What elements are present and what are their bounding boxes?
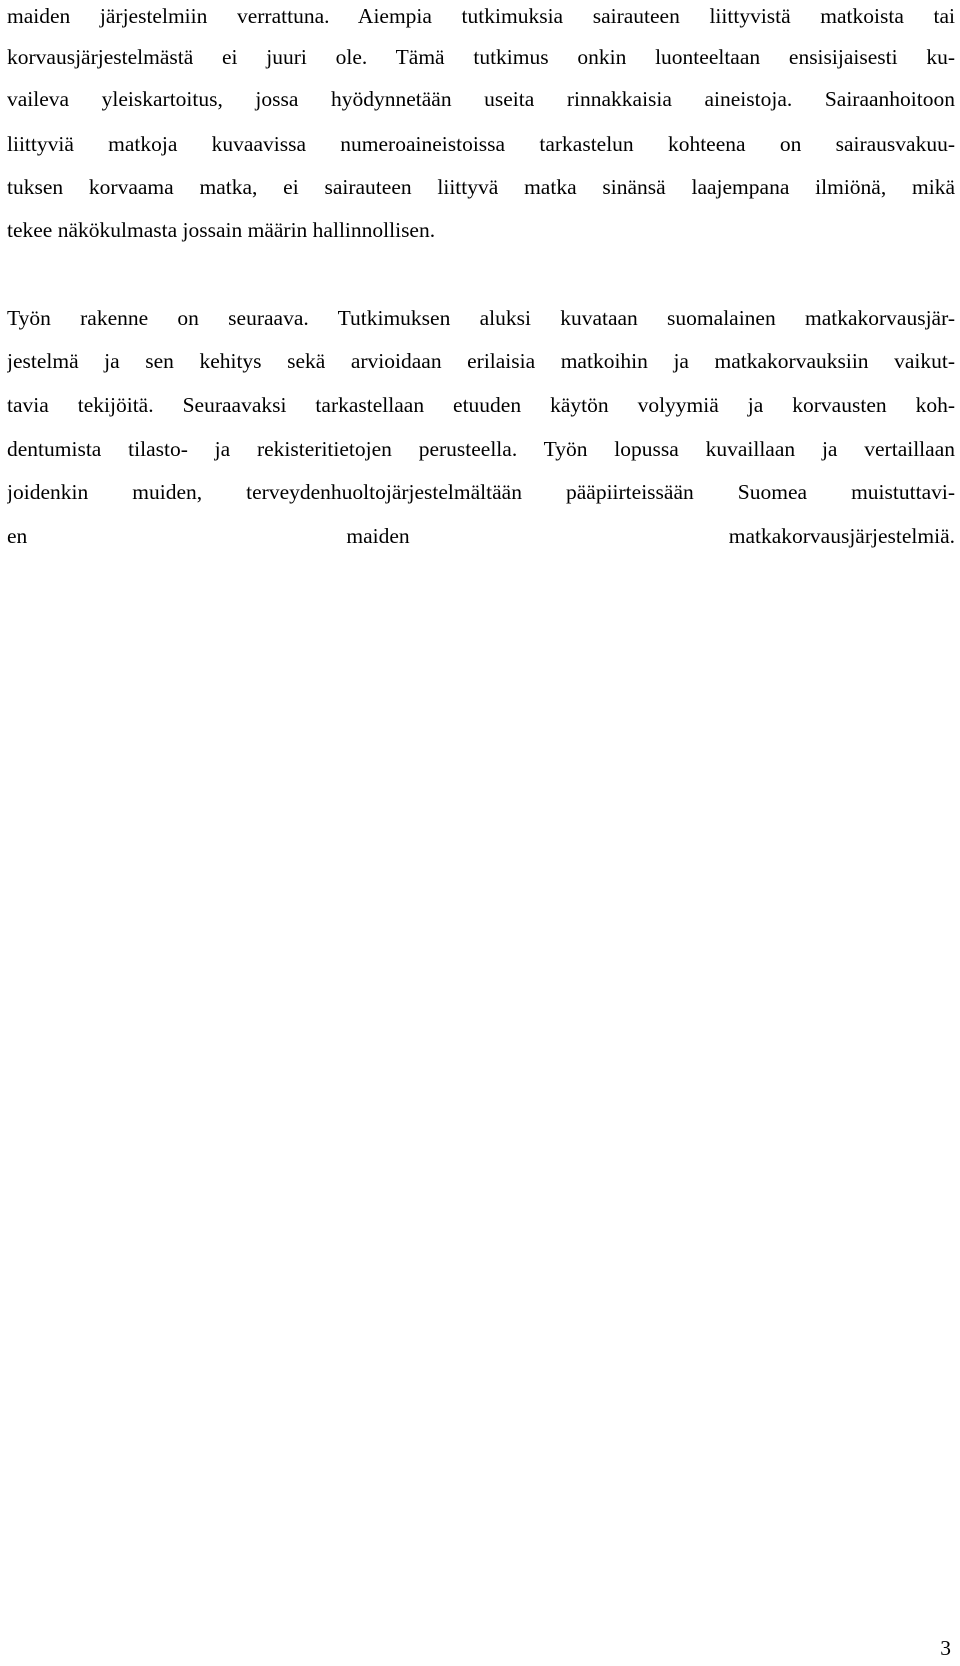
paragraph-1-line-6: tekee näkökulmasta jossain määrin hallinnollisen. [7, 218, 436, 242]
paragraph-1-line-4: liittyviä matkoja kuvaavissa numeroaineistoissa tarkastelun kohteena on sairausvakuu- [7, 132, 955, 156]
paragraph-1-line-5: tuksen korvaama matka, ei sairauteen liittyvä matka sinänsä laajempana ilmiönä, mikä [7, 175, 955, 199]
paragraph-1-line-3: vaileva yleiskartoitus, jossa hyödynnetään useita rinnakkaisia aineistoja. Sairaanhoitoon [7, 87, 955, 111]
paragraph-2-line-6: en maiden matkakorvausjärjestelmiä. [7, 524, 955, 548]
paragraph-1-line-2: korvausjärjestelmästä ei juuri ole. Tämä tutkimus onkin luonteeltaan ensisijaisesti ku- [7, 45, 955, 69]
paragraph-2-line-3: tavia tekijöitä. Seuraavaksi tarkastellaan etuuden käytön volyymiä ja korvausten koh- [7, 393, 955, 417]
paragraph-2-line-5: joidenkin muiden, terveydenhuoltojärjestelmältään pääpiirteissään Suomea muistuttavi- [7, 480, 955, 504]
paragraph-2-line-4: dentumista tilasto- ja rekisteritietojen perusteella. Työn lopussa kuvaillaan ja vertaillaan [7, 437, 955, 461]
paragraph-2-line-2: jestelmä ja sen kehitys sekä arvioidaan erilaisia matkoihin ja matkakorvauksiin vaikut- [7, 349, 955, 373]
page-number: 3 [940, 1636, 951, 1660]
paragraph-1-line-1: maiden järjestelmiin verrattuna. Aiempia tutkimuksia sairauteen liittyvistä matkoista tai [7, 4, 955, 28]
paragraph-2-line-1: Työn rakenne on seuraava. Tutkimuksen aluksi kuvataan suomalainen matkakorvausjär- [7, 306, 955, 330]
